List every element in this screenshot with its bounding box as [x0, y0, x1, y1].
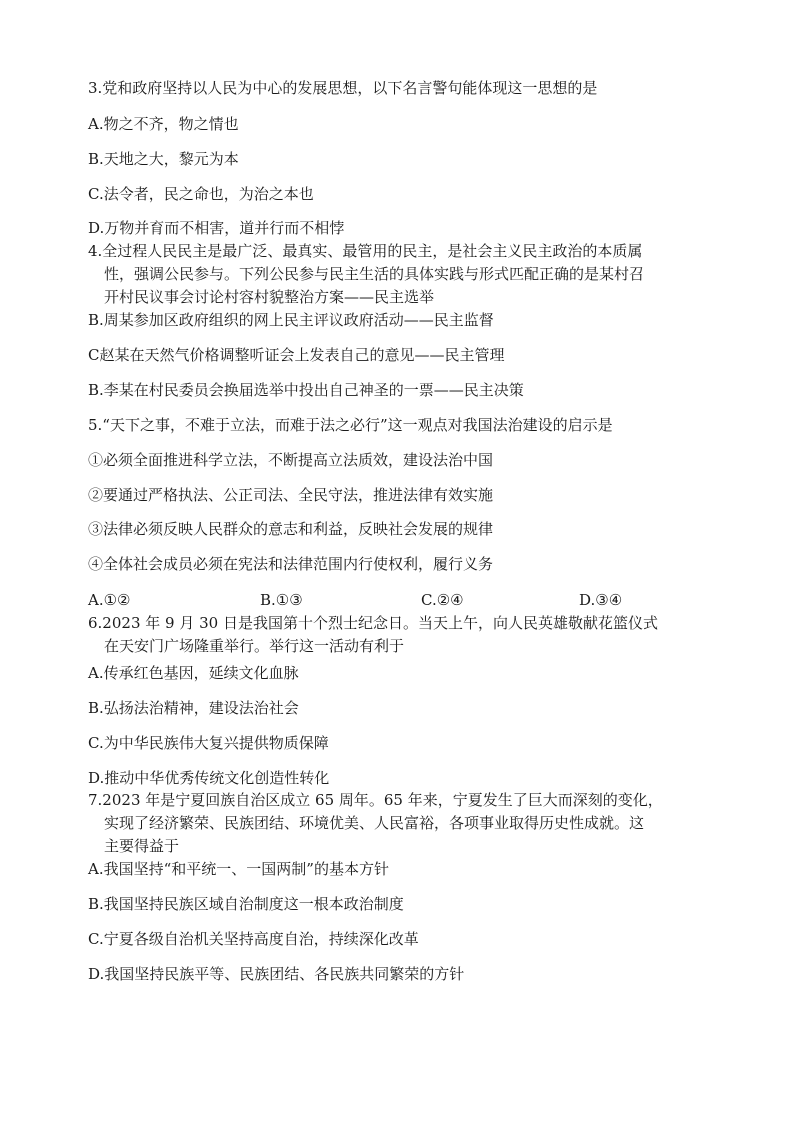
q7-option-b: B.我国坚持民族区域自治制度这一根本政治制度 [88, 895, 404, 913]
q4-stem-line1: 4.全过程人民民主是最广泛、最真实、最管用的民主，是社会主义民主政治的本质属 [88, 242, 643, 260]
q3-stem: 3.党和政府坚持以人民为中心的发展思想，以下名言警句能体现这一思想的是 [88, 79, 598, 97]
q7-option-a: A.我国坚持“和平统一、一国两制”的基本方针 [88, 860, 389, 878]
q6-option-b: B.弘扬法治精神，建设法治社会 [88, 699, 299, 717]
q5-item-1: ①必须全面推进科学立法，不断提高立法质效，建设法治中国 [88, 451, 494, 469]
q4-option-c: C赵某在天然气价格调整听证会上发表自己的意见——民主管理 [88, 346, 505, 364]
q6-option-d: D.推动中华优秀传统文化创造性转化 [88, 769, 330, 787]
q3-option-d: D.万物并育而不相害，道并行而不相悖 [88, 219, 345, 237]
q6-option-a: A.传承红色基因，延续文化血脉 [88, 664, 299, 682]
q5-item-4: ④全体社会成员必须在宪法和法律范围内行使权利，履行义务 [88, 555, 494, 573]
q4-option-b: B.周某参加区政府组织的网上民主评议政府活动——民主监督 [88, 311, 494, 329]
q4-stem-line2: 性，强调公民参与。下列公民参与民主生活的具体实践与形式匹配正确的是某村召 [104, 265, 645, 283]
q5-stem: 5.“天下之事，不难于立法，而难于法之必行”这一观点对我国法治建设的启示是 [88, 416, 613, 434]
q3-option-b: B.天地之大，黎元为本 [88, 150, 239, 168]
q6-stem-line1: 6.2023 年 9 月 30 日是我国第十个烈士纪念日。当天上午，向人民英雄敬献花篮仪式 [88, 614, 658, 632]
q4-stem-line3: 开村民议事会讨论村容村貌整治方案——民主选举 [104, 288, 435, 306]
q5-item-3: ③法律必须反映人民群众的意志和利益，反映社会发展的规律 [88, 520, 494, 538]
q3-option-c: C.法令者，民之命也，为治之本也 [88, 185, 314, 203]
q7-stem-line2: 实现了经济繁荣、民族团结、环境优美、人民富裕，各项事业取得历史性成就。这 [104, 814, 645, 832]
q4-option-d: B.李某在村民委员会换届选举中投出自己神圣的一票——民主决策 [88, 381, 524, 399]
q6-option-c: C.为中华民族伟大复兴提供物质保障 [88, 734, 329, 752]
q7-stem-line3: 主要得益于 [104, 837, 180, 855]
q5-options [88, 591, 728, 609]
q5-item-2: ②要通过严格执法、公正司法、全民守法，推进法律有效实施 [88, 486, 494, 504]
q7-option-d: D.我国坚持民族平等、民族团结、各民族共同繁荣的方针 [88, 965, 465, 983]
q6-stem-line2: 在天安门广场隆重举行。举行这一活动有利于 [104, 637, 405, 655]
q5-option-a: A.①② [88, 591, 131, 609]
q5-option-b: B.①③ [260, 591, 303, 609]
q7-option-c: C.宁夏各级自治机关坚持高度自治，持续深化改革 [88, 930, 419, 948]
q3-option-a: A.物之不齐，物之情也 [88, 115, 239, 133]
q5-option-d: D.③④ [579, 591, 623, 609]
q7-stem-line1: 7.2023 年是宁夏回族自治区成立 65 周年。65 年来，宁夏发生了巨大而深刻的变化， [88, 791, 663, 809]
q5-option-c: C.②④ [421, 591, 464, 609]
